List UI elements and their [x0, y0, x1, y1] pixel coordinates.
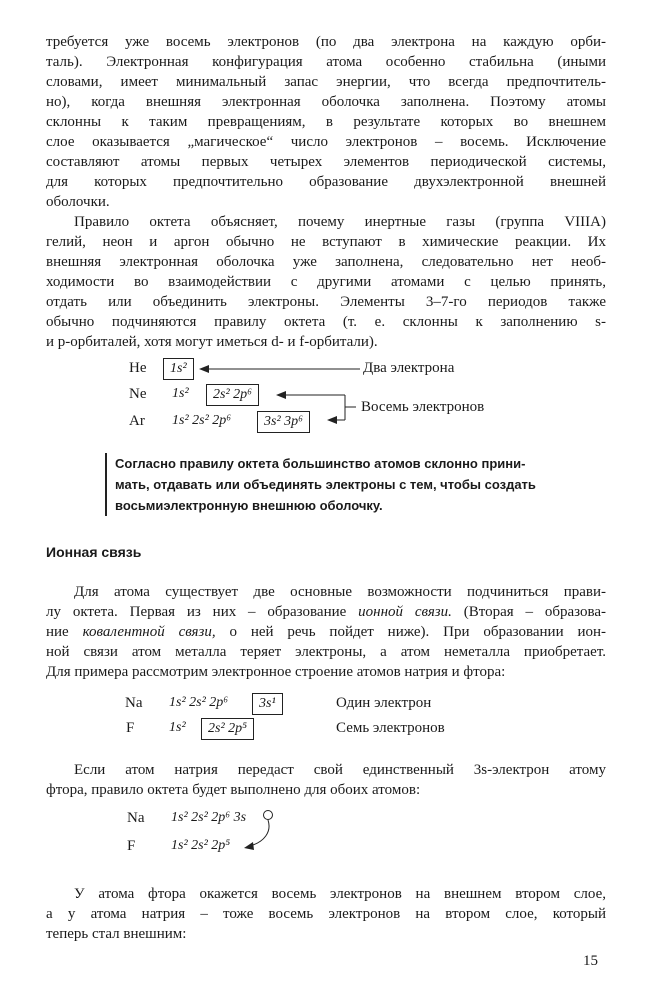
text-line: внешняя электронная оболочка уже заполнена, следовательно нет необ-	[46, 254, 606, 270]
text-line: составляют атомы первых четырех элементов периодической системы,	[46, 154, 606, 170]
element-symbol: F	[127, 838, 136, 854]
text-line: словами, имеет минимальный запас энергии, что всегда предпочтитель-	[46, 74, 606, 90]
config: 1s² 2s² 2p⁵	[171, 838, 231, 853]
boxed-config: 2s² 2p⁶	[206, 384, 259, 406]
text-run: о ней речь пойдет ниже). При образовании ион-	[215, 624, 607, 640]
config: 1s² 2s² 2p⁶ 3s	[171, 810, 247, 825]
text-line: отдать или объединить электроны. Элементы 3–7-го периодов также	[46, 294, 606, 310]
text-line: слое оказывается „магическое“ число электронов – восемь. Исключение	[46, 134, 606, 150]
text-line: У атома фтора окажется восемь электронов на внешнем втором слое,	[74, 886, 606, 902]
term-ionic-bond: ионной связи.	[358, 604, 452, 620]
element-symbol: F	[126, 720, 135, 736]
boxed-config: 3s¹	[252, 693, 283, 715]
text-line: но), когда внешняя электронная оболочка заполнена. Поэтому атомы	[46, 94, 606, 110]
text-line: и p-орбиталей, хотя могут иметься d- и f-орбитали).	[46, 334, 378, 350]
config-prefix: 1s²	[172, 386, 189, 401]
text-line: Если атом натрия передаст свой единственный 3s-электрон атому	[74, 762, 606, 778]
callout-line: мать, отдавать или объединять электроны с тем, чтобы создать	[115, 477, 536, 492]
text-line: требуется уже восемь электронов (по два электрона на каждую орби-	[46, 34, 606, 50]
text-line: фтора, правило октета будет выполнено для обоих атомов:	[46, 782, 421, 798]
label-one-electron: Один электрон	[336, 695, 432, 711]
section-heading: Ионная связь	[46, 544, 142, 560]
boxed-config: 3s² 3p⁶	[257, 411, 310, 433]
boxed-config: 1s²	[163, 358, 194, 380]
text-line: а у атома натрия – тоже восемь электронов на втором слое, который	[46, 906, 606, 922]
paragraph-5	[46, 884, 606, 944]
text-line: теперь стал внешним:	[46, 926, 187, 942]
text-line: обычно подчиняются правилу октета (т. е. склонны к заполнению s-	[46, 314, 606, 330]
text-line: Правило октета объясняет, почему инертные газы (группа VIIIA)	[74, 214, 606, 230]
text-run: (Вторая – образова-	[451, 604, 606, 620]
text-line: таль). Электронная конфигурация атома особенно стабильна (иными	[46, 54, 606, 70]
config-prefix: 1s² 2s² 2p⁶	[172, 413, 232, 428]
config-prefix: 1s² 2s² 2p⁶	[169, 695, 229, 710]
callout-line: восьмиэлектронную внешнюю оболочку.	[115, 498, 383, 513]
text-run: ние	[46, 624, 83, 640]
text-line: для которых предпочтительно образование двухэлектронной внешней	[46, 174, 606, 190]
callout-line: Согласно правилу октета большинство атомов склонно прини-	[115, 456, 526, 471]
label-two-electrons: Два электрона	[363, 360, 455, 376]
term-covalent-bond: ковалентной связи,	[82, 624, 216, 640]
config-prefix: 1s²	[169, 720, 186, 735]
page-number: 15	[583, 953, 598, 969]
boxed-config: 2s² 2p⁵	[201, 718, 254, 740]
element-symbol: Ne	[129, 386, 147, 402]
element-symbol: He	[129, 360, 147, 376]
element-symbol: Na	[125, 695, 143, 711]
text-line: склонны к таким превращениям, в результате которых во внешнем	[46, 114, 606, 130]
text-line: гелий, неон и аргон обычно не вступают в химические реакции. Их	[46, 234, 606, 250]
text-run: лу октета. Первая из них – образование	[46, 604, 359, 620]
element-symbol: Ar	[129, 413, 145, 429]
element-symbol: Na	[127, 810, 145, 826]
label-eight-electrons: Восемь электронов	[361, 399, 485, 415]
text-line: Для атома существует две основные возможности подчиниться прави-	[74, 584, 606, 600]
text-line: Для примера рассмотрим электронное строение атомов натрия и фтора:	[46, 664, 506, 680]
text-line: ной связи атом металла теряет электроны, а атом неметалла приобретает.	[46, 644, 606, 660]
label-seven-electrons: Семь электронов	[336, 720, 445, 736]
text-line: оболочки.	[46, 194, 110, 210]
text-line: ходимости во взаимодействии с другими атомами с целью принять,	[46, 274, 606, 290]
